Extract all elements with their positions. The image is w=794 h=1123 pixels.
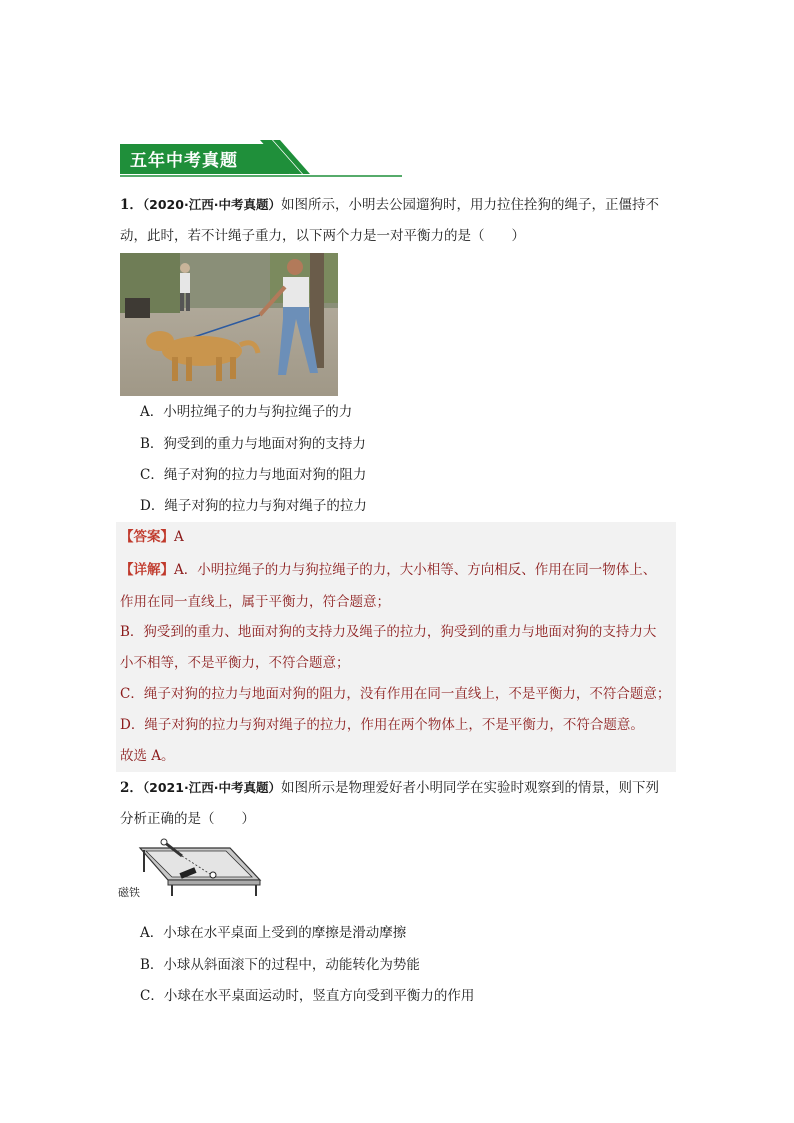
- q2-number: 2．: [120, 780, 143, 796]
- q1-number: 1．: [120, 197, 143, 213]
- detail-tag: 【详解】: [120, 562, 174, 578]
- q2-stem-line2: 分析正确的是（ ）: [120, 811, 255, 827]
- q1-option-d: D．绳子对狗的拉力与狗对绳子的拉力: [140, 498, 367, 514]
- q1-source: （2020·江西·中考真题）: [142, 197, 281, 212]
- answer-value: A: [174, 529, 184, 545]
- q1-stem-line1: [120, 195, 659, 215]
- section-title: 五年中考真题: [130, 151, 238, 171]
- q2-option-c: C．小球在水平桌面运动时，竖直方向受到平衡力的作用: [140, 988, 475, 1004]
- q1-option-a: A．小明拉绳子的力与狗拉绳子的力: [140, 404, 353, 420]
- answer-tag: 【答案】: [120, 529, 174, 545]
- q1-option-b: B．狗受到的重力与地面对狗的支持力: [140, 436, 366, 452]
- detail-line-5: C．绳子对狗的拉力与地面对狗的阻力，没有作用在同一直线上，不是平衡力，不符合题意；: [120, 686, 671, 702]
- detail-line-7: 故选 A。: [120, 748, 175, 764]
- q2-text-1: 如图所示是物理爱好者小明同学在实验时观察到的情景，则下列: [280, 780, 659, 796]
- section-banner: [120, 140, 402, 178]
- detail-line-6: D．绳子对狗的拉力与狗对绳子的拉力，作用在两个物体上，不是平衡力，不符合题意。: [120, 717, 644, 733]
- q1-text-1: 如图所示，小明去公园遛狗时，用力拉住拴狗的绳子，正僵持不: [280, 197, 659, 213]
- q2-option-a: A．小球在水平桌面上受到的摩擦是滑动摩擦: [140, 925, 407, 941]
- detail-line-4: 小不相等，不是平衡力，不符合题意；: [120, 655, 350, 671]
- q2-diagram-table-magnet: [118, 838, 268, 904]
- detail-line-1: 【详解】A．小明拉绳子的力与狗拉绳子的力，大小相等、方向相反、作用在同一物体上、: [120, 562, 657, 578]
- q1-option-c: C．绳子对狗的拉力与地面对狗的阻力: [140, 467, 367, 483]
- q1-photo-dog-walk: [120, 253, 338, 396]
- answer-line: [120, 527, 184, 547]
- magnet-label: 磁铁: [118, 886, 140, 899]
- detail-line-3: B．狗受到的重力、地面对狗的支持力及绳子的拉力，狗受到的重力与地面对狗的支持力大: [120, 624, 657, 640]
- q2-option-b: B．小球从斜面滚下的过程中，动能转化为势能: [140, 957, 420, 973]
- q2-source: （2021·江西·中考真题）: [142, 780, 281, 795]
- q2-stem-line1: [120, 778, 659, 798]
- detail-line-2: 作用在同一直线上，属于平衡力，符合题意；: [120, 594, 390, 610]
- q1-stem-line2: 动，此时，若不计绳子重力，以下两个力是一对平衡力的是（ ）: [120, 228, 525, 244]
